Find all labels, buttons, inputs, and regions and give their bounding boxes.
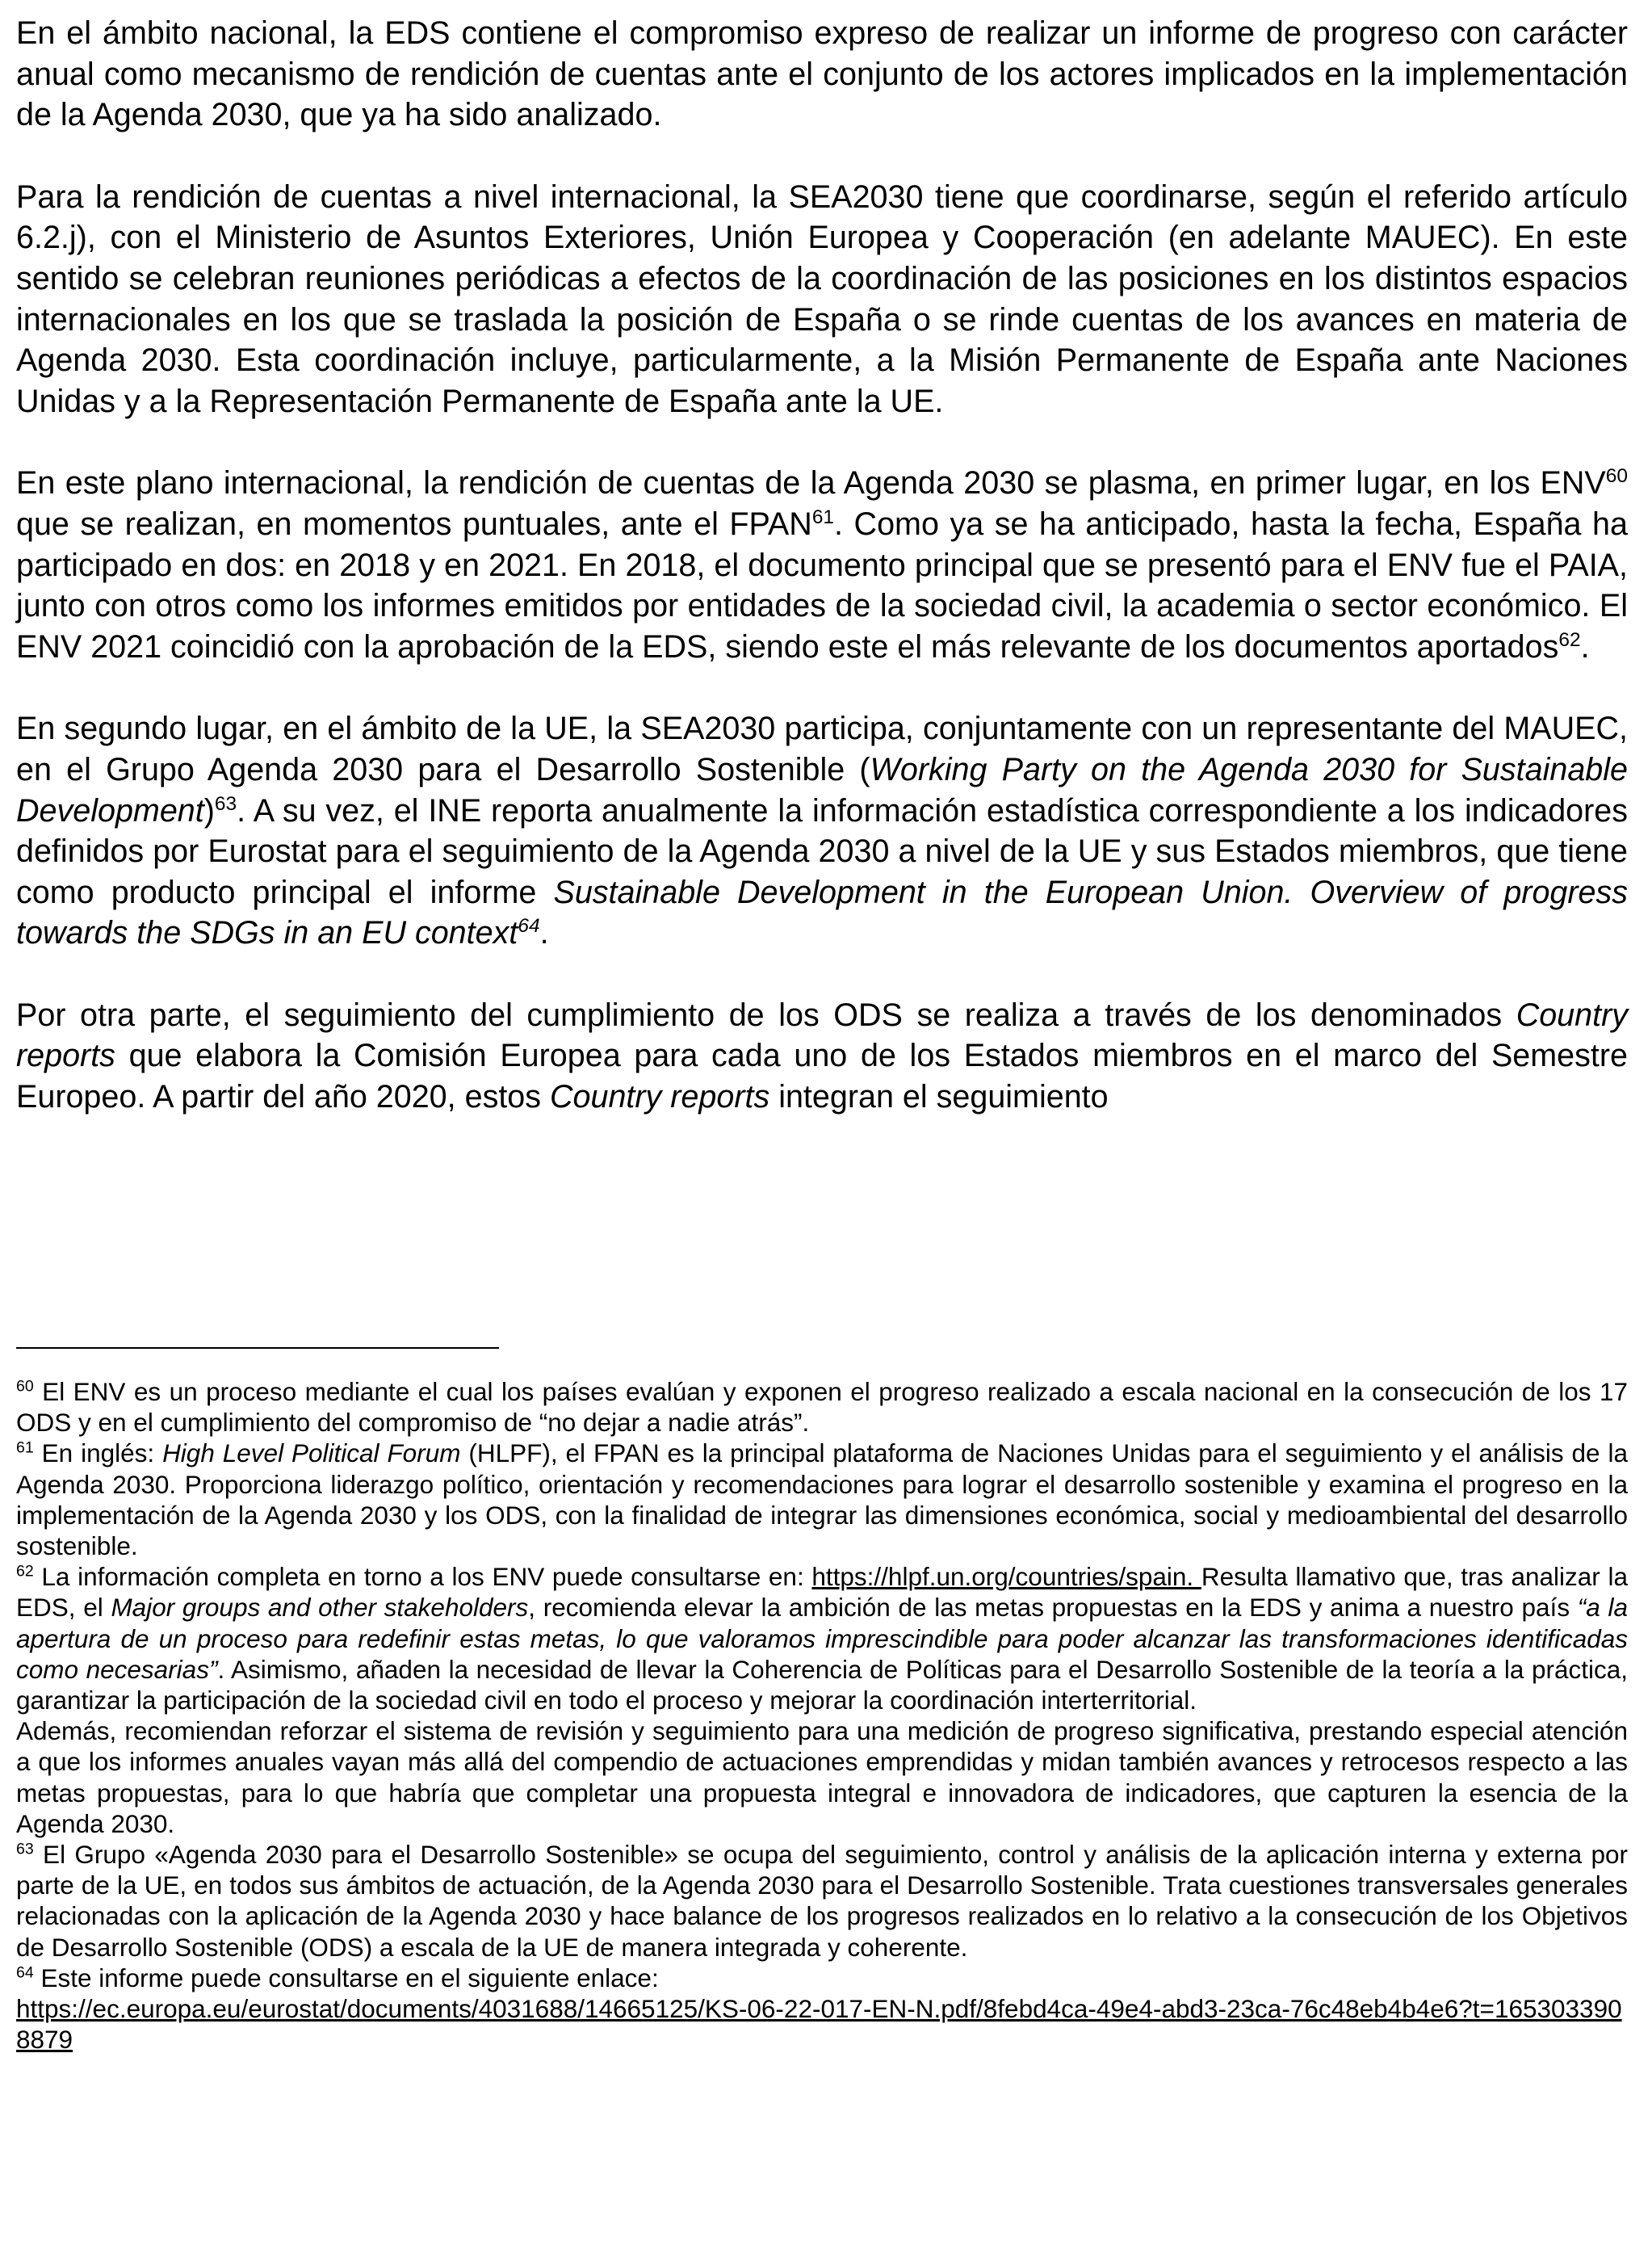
paragraph-text: que se realizan, en momentos puntuales, ante el FPAN xyxy=(16,506,812,542)
footnotes-section xyxy=(16,1347,1628,2055)
footnote-number: 62 xyxy=(16,1562,34,1581)
document-body xyxy=(16,13,1628,1159)
footnote-number: 63 xyxy=(16,1840,34,1858)
footnote-number: 64 xyxy=(16,1963,34,1982)
footnote-64 xyxy=(16,1963,1628,2055)
paragraph-4 xyxy=(16,708,1628,954)
footnote-text: Además, recomiendan reforzar el sistema de revisión y seguimiento para una medición de progreso significativa, prestando especial atención a que los informes anuales vayan más allá del compendio de actuaciones emprendidas y midan también avances y retrocesos respecto a las metas propuestas, para lo que habría que completar una propuesta integral e innovadora de indicadores, que capturen la esencia de la Agenda 2030. xyxy=(16,1716,1628,1838)
footnote-ref-63[interactable]: 63 xyxy=(214,792,237,815)
footnote-text: El Grupo «Agenda 2030 para el Desarrollo Sostenible» se ocupa del seguimiento, control y análisis de la aplicación interna y externa por parte de la UE, en todos sus ámbitos de actuación, de la Agenda 2030 para el Desarrollo Sostenible. Trata cuestiones transversales generales relacionadas con la aplicación de la Agenda 2030 y hace balance de los progresos realizados en lo relativo a la consecución de los Objetivos de Desarrollo Sostenible (ODS) a escala de la UE de manera integrada y coherente. xyxy=(16,1840,1628,1962)
footnote-separator xyxy=(16,1347,499,1349)
paragraph-text: En este plano internacional, la rendición de cuentas de la Agenda 2030 se plasma, en primer lugar, en los ENV xyxy=(16,465,1606,502)
paragraph-text: Para la rendición de cuentas a nivel internacional, la SEA2030 tiene que coordinarse, según el referido artículo 6.2.j), con el Ministerio de Asuntos Exteriores, Unión Europea y Cooperación (en adelante MAUEC). En este sentido se celebran reuniones periódicas a efectos de la coordinación de las posiciones en los distintos espacios internacionales en los que se traslada la posición de España o se rinde cuentas de los avances en materia de Agenda 2030. Esta coordinación incluye, particularmente, a la Misión Permanente de España ante Naciones Unidas y a la Representación Permanente de España ante la UE. xyxy=(16,178,1628,419)
paragraph-3 xyxy=(16,463,1628,667)
footnote-63 xyxy=(16,1839,1628,1963)
footnote-number: 60 xyxy=(16,1377,34,1396)
paragraph-text: . A su vez, el INE reporta anualmente la información estadística correspondiente a los indicadores definidos por Eurostat para el seguimiento de la Agenda 2030 a nivel de la UE y sus Estados miembros, que tiene como producto principal el informe xyxy=(16,792,1628,910)
italic-term: High Level Political Forum xyxy=(162,1438,461,1468)
footnote-text: El ENV es un proceso mediante el cual los países evalúan y exponen el progreso realizado a escala nacional en la consecución de los 17 ODS y en el cumplimiento del compromiso de “no dejar a nadie atrás”. xyxy=(16,1377,1628,1438)
paragraph-text: . xyxy=(1580,628,1590,665)
paragraph-text: Por otra parte, el seguimiento del cumplimiento de los ODS se realiza a través de los denominados xyxy=(16,997,1516,1033)
footnote-62-continuation xyxy=(16,1715,1628,1839)
footnote-text: . Asimismo, añaden la necesidad de llevar la Coherencia de Políticas para el Desarrollo Sostenible de la teoría a la práctica, garantizar la participación de la sociedad civil en todo el proceso y mejorar la coordinación interterritorial. xyxy=(16,1654,1628,1715)
paragraph-2 xyxy=(16,177,1628,422)
hlpf-link[interactable]: https://hlpf.un.org/countries/spain. xyxy=(811,1562,1201,1592)
italic-term: Major groups and other stakeholders xyxy=(111,1593,529,1623)
footnote-ref-61[interactable]: 61 xyxy=(811,506,835,528)
italic-quote: “a la apertura de un proceso para redefinir estas metas, lo que valoramos imprescindible para poder alcanzar las transformaciones identificadas como necesarias” xyxy=(16,1593,1628,1684)
paragraph-1 xyxy=(16,13,1628,136)
paragraph-text: ) xyxy=(203,792,215,829)
footnote-61 xyxy=(16,1438,1628,1561)
footnote-text: (HLPF), el FPAN es la principal plataforma de Naciones Unidas para el seguimiento y el análisis de la Agenda 2030. Proporciona liderazgo político, orientación y recomendaciones para lograr el desarrollo sostenible y examina el progreso en la implementación de la Agenda 2030 y los ODS, con la finalidad de integrar las dimensiones económica, social y medioambiental del desarrollo sostenible. xyxy=(16,1438,1628,1561)
footnote-ref-62[interactable]: 62 xyxy=(1558,628,1581,651)
footnote-text: Este informe puede consultarse en el siguiente enlace: xyxy=(33,1963,659,1992)
italic-term: Working Party on the Agenda 2030 for Sustainable Development xyxy=(16,751,1629,829)
italic-term: Country reports xyxy=(16,997,1628,1074)
paragraph-text: En segundo lugar, en el ámbito de la UE, la SEA2030 participa, conjuntamente con un representante del MAUEC, en el Grupo Agenda 2030 para el Desarrollo Sostenible ( xyxy=(16,711,1628,787)
footnote-number: 61 xyxy=(16,1438,34,1457)
italic-report-title: Sustainable Development in the European Union. Overview of progress towards the SDGs in an EU context xyxy=(16,874,1628,951)
footnote-ref-64[interactable]: 64 xyxy=(518,915,540,938)
paragraph-text: que elabora la Comisión Europea para cada uno de los Estados miembros en el marco del Semestre Europeo. A partir del año 2020, estos xyxy=(16,1038,1628,1115)
eurostat-link[interactable]: https://ec.europa.eu/eurostat/documents/4031688/14665125/KS-06-22-017-EN-N.pdf/8febd4ca-49e4-abd3-23ca-76c48eb4b4e6?t=1653033908879 xyxy=(16,1994,1622,2055)
italic-term: Country reports xyxy=(550,1079,770,1115)
footnote-text: La información completa en torno a los ENV puede consultarse en: xyxy=(33,1562,812,1592)
footnote-60 xyxy=(16,1376,1628,1438)
paragraph-text: . Como ya se ha anticipado, hasta la fecha, España ha participado en dos: en 2018 y en 2021. En 2018, el documento principal que se presentó para el ENV fue el PAIA, junto con otros como los informes emitidos por entidades de la sociedad civil, la academia o sector económico. El ENV 2021 coincidió con la aprobación de la EDS, siendo este el más relevante de los documentos aportados xyxy=(16,506,1628,665)
footnote-text: , recomienda elevar la ambición de las metas propuestas en la EDS y anima a nuestro país xyxy=(528,1593,1578,1623)
footnote-text: En inglés: xyxy=(33,1438,163,1468)
footnote-text: Resulta llamativo que, tras analizar la EDS, el xyxy=(16,1562,1628,1623)
paragraph-text: . xyxy=(539,915,549,951)
paragraph-text: En el ámbito nacional, la EDS contiene el compromiso expreso de realizar un informe de progreso con carácter anual como mecanismo de rendición de cuentas ante el conjunto de los actores implicados en la implementación de la Agenda 2030, que ya ha sido analizado. xyxy=(16,15,1628,133)
footnote-ref-60[interactable]: 60 xyxy=(1605,465,1628,488)
footnote-62 xyxy=(16,1561,1628,1715)
paragraph-5 xyxy=(16,995,1628,1118)
paragraph-text: integran el seguimiento xyxy=(769,1079,1109,1115)
